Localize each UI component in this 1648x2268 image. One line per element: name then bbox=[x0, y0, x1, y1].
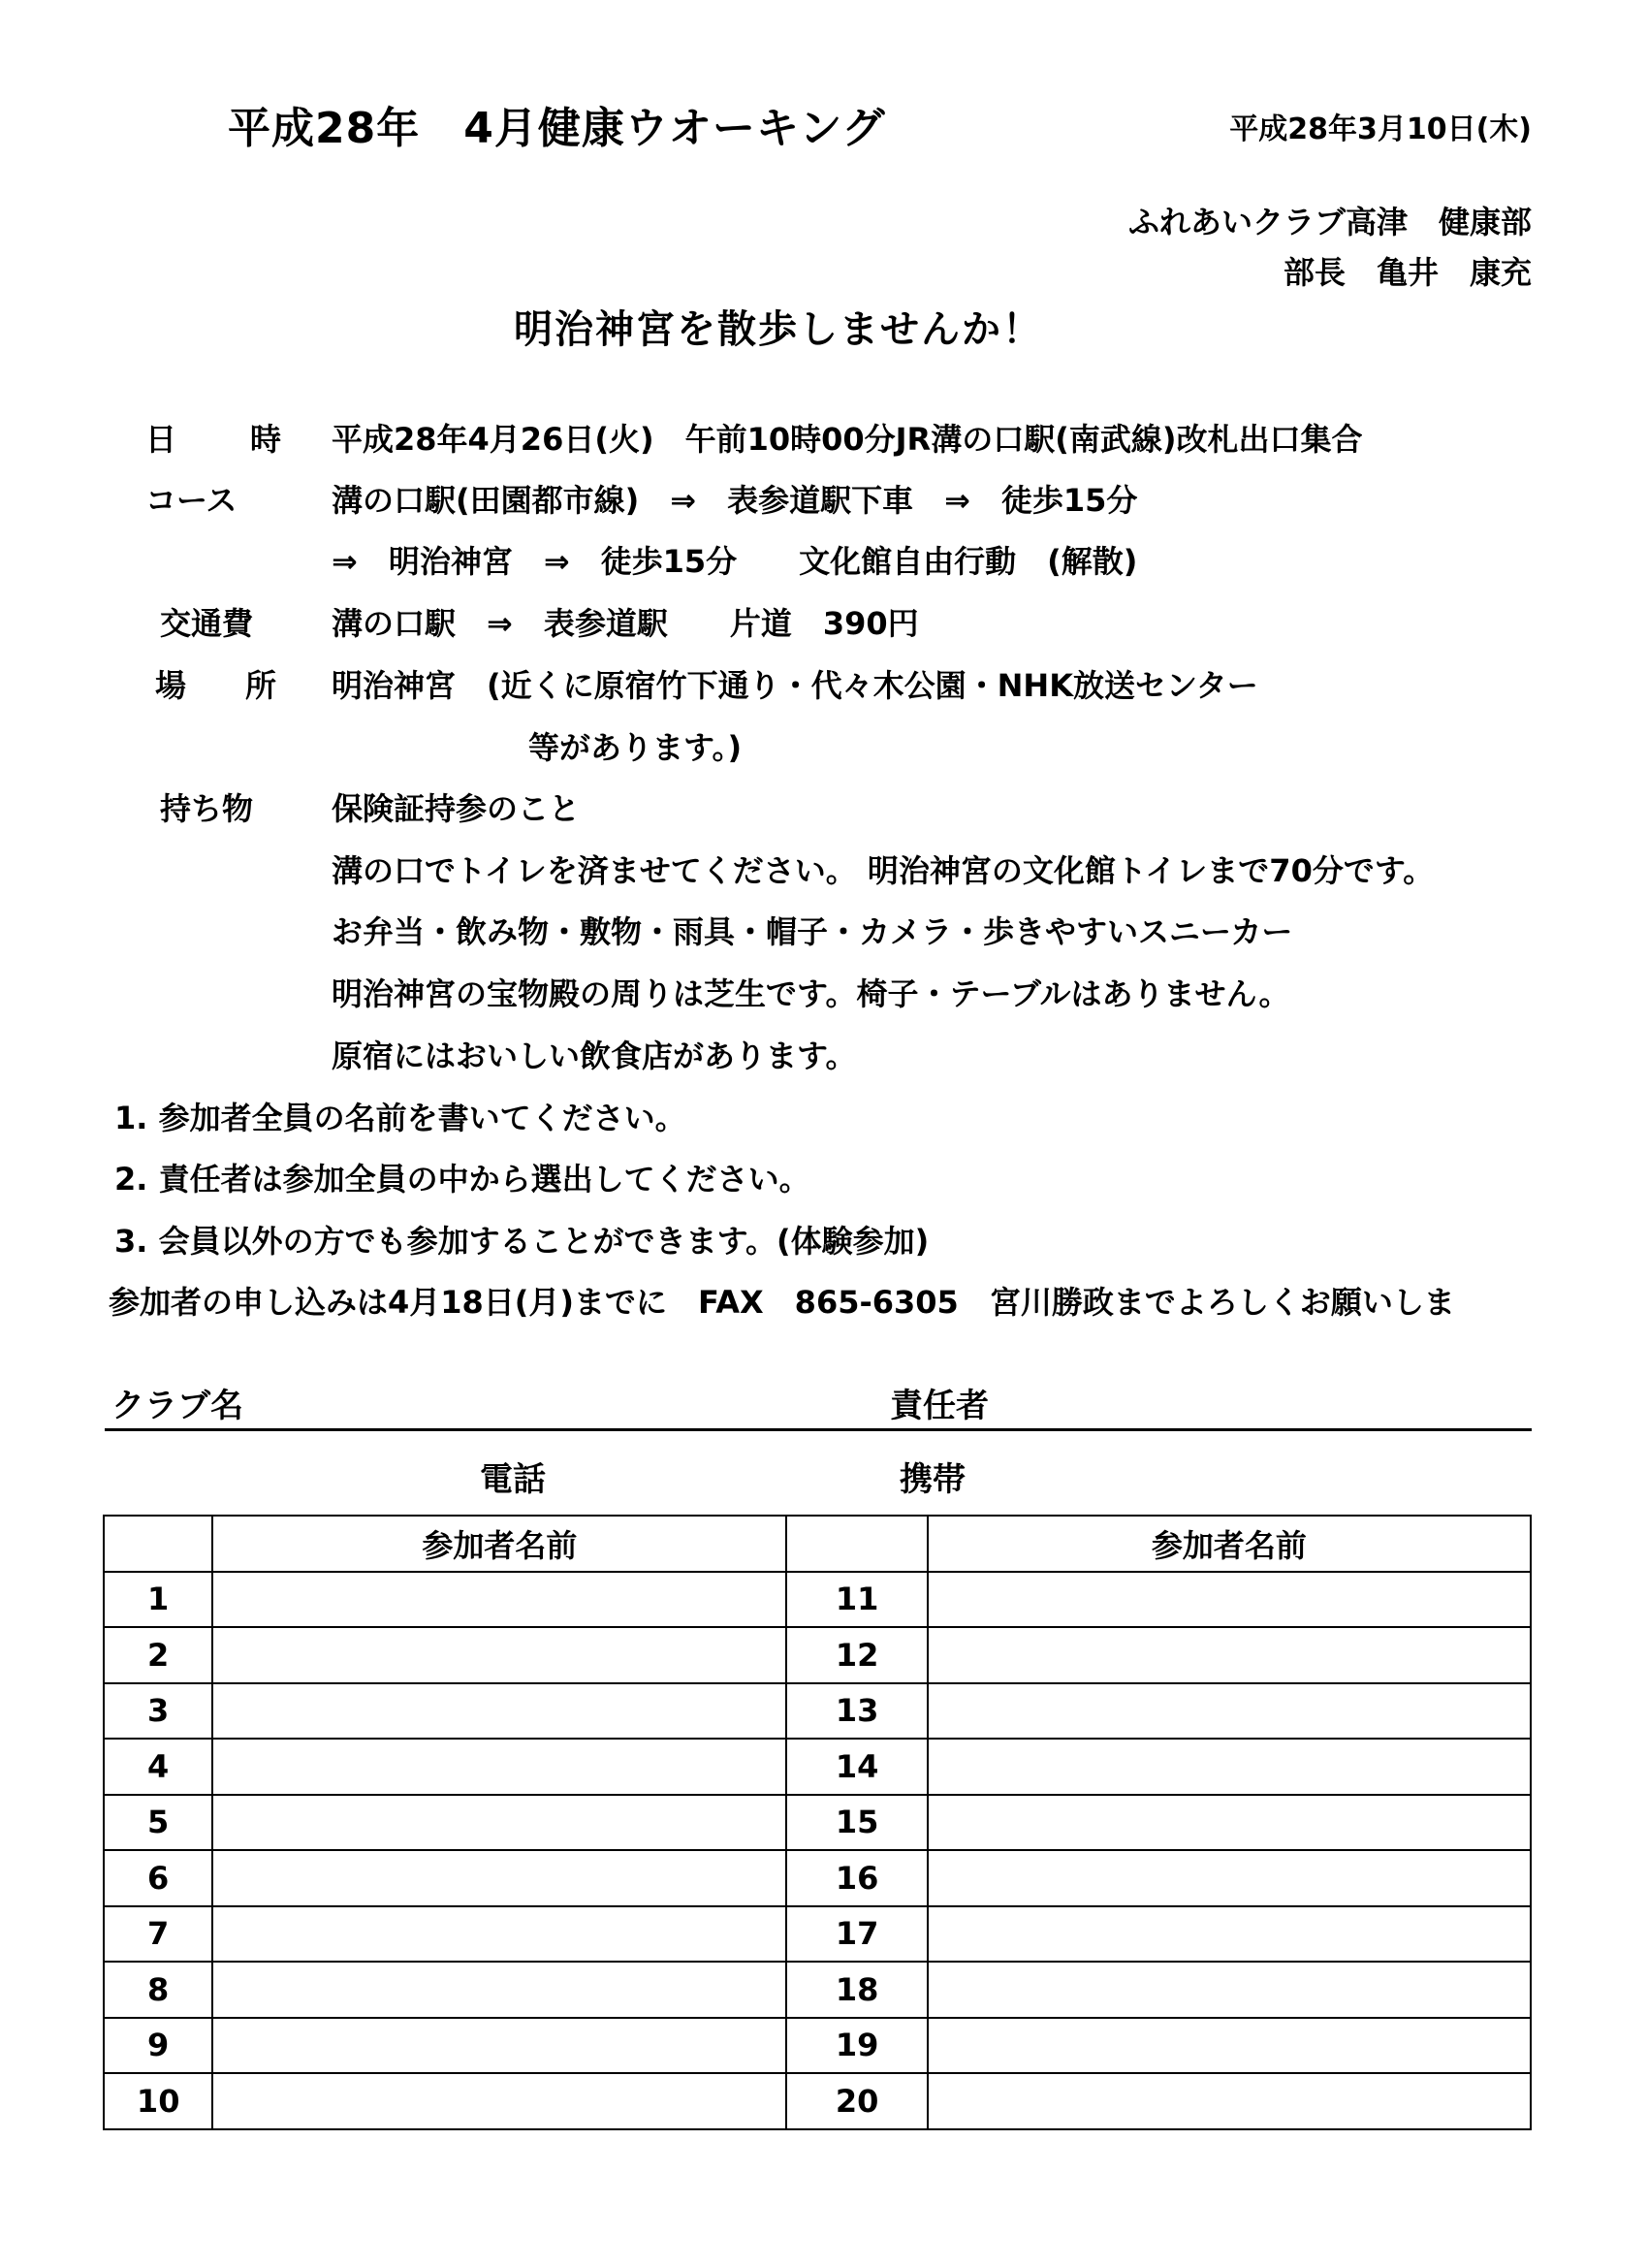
label-course: コース bbox=[145, 482, 238, 519]
participant-name-cell-right[interactable] bbox=[928, 1683, 1531, 1740]
header-number-left bbox=[104, 1516, 212, 1572]
header-name-left: 参加者名前 bbox=[212, 1516, 786, 1572]
row-number-left: 10 bbox=[104, 2073, 212, 2129]
detail-belongings-line5: 原宿にはおいしい飲食店があります。 bbox=[332, 1038, 857, 1074]
row-number-left: 7 bbox=[104, 1906, 212, 1963]
mobile-label: 携帯 bbox=[900, 1460, 966, 1499]
participant-name-cell-left[interactable] bbox=[212, 1683, 786, 1740]
detail-belongings-line4: 明治神宮の宝物殿の周りは芝生です。椅子・テーブルはありません。 bbox=[332, 975, 1290, 1012]
participant-name-cell-left[interactable] bbox=[212, 1906, 786, 1963]
row-number-right: 16 bbox=[786, 1850, 927, 1906]
table-row bbox=[104, 1572, 1531, 1628]
row-number-right: 11 bbox=[786, 1572, 927, 1628]
label-place: 場 所 bbox=[155, 667, 276, 704]
row-number-right: 15 bbox=[786, 1795, 927, 1851]
table-row bbox=[104, 1795, 1531, 1851]
club-name-label: クラブ名 bbox=[111, 1387, 243, 1425]
participant-name-cell-right[interactable] bbox=[928, 1572, 1531, 1628]
note-2: 2. 責任者は参加全員の中から選出してください。 bbox=[114, 1161, 810, 1198]
detail-place-line2: 等があります。) bbox=[528, 729, 743, 766]
organizer-block bbox=[1128, 197, 1532, 298]
header-number-right bbox=[786, 1516, 927, 1572]
leader-label: 責任者 bbox=[890, 1387, 989, 1425]
participant-name-cell-right[interactable] bbox=[928, 1962, 1531, 2018]
table-row bbox=[104, 2073, 1531, 2129]
row-number-right: 18 bbox=[786, 1962, 927, 2018]
row-number-left: 9 bbox=[104, 2018, 212, 2074]
roster-table bbox=[103, 1515, 1532, 2130]
participant-name-cell-left[interactable] bbox=[212, 1850, 786, 1906]
detail-datetime: 平成28年4月26日(火) 午前10時00分JR溝の口駅(南武線)改札出口集合 bbox=[332, 421, 1363, 458]
headline: 明治神宮を散歩しませんか！ bbox=[514, 307, 1043, 352]
table-row bbox=[104, 2018, 1531, 2074]
detail-belongings-line3: お弁当・飲み物・敷物・雨具・帽子・カメラ・歩きやすいスニーカー bbox=[332, 913, 1293, 950]
phone-label: 電話 bbox=[480, 1460, 546, 1499]
row-number-right: 17 bbox=[786, 1906, 927, 1963]
row-number-left: 2 bbox=[104, 1627, 212, 1683]
row-number-right: 13 bbox=[786, 1683, 927, 1740]
row-number-left: 4 bbox=[104, 1739, 212, 1795]
detail-course-line2: ⇒ 明治神宮 ⇒ 徒歩15分 文化館自由行動 (解散) bbox=[332, 543, 1138, 580]
participant-name-cell-left[interactable] bbox=[212, 1739, 786, 1795]
row-number-left: 1 bbox=[104, 1572, 212, 1628]
row-number-left: 6 bbox=[104, 1850, 212, 1906]
row-number-left: 8 bbox=[104, 1962, 212, 2018]
participant-name-cell-right[interactable] bbox=[928, 2018, 1531, 2074]
label-fare: 交通費 bbox=[160, 605, 254, 642]
label-datetime: 日 時 bbox=[145, 421, 281, 458]
table-row bbox=[104, 1906, 1531, 1963]
participant-name-cell-left[interactable] bbox=[212, 1962, 786, 2018]
participant-name-cell-left[interactable] bbox=[212, 1627, 786, 1683]
issue-date: 平成28年3月10日(木) bbox=[1229, 112, 1532, 146]
detail-belongings-line2: 溝の口でトイレを済ませてください。 明治神宮の文化館トイレまで70分です。 bbox=[332, 852, 1435, 889]
note-3: 3. 会員以外の方でも参加することができます。(体験参加) bbox=[114, 1223, 930, 1260]
detail-place-line1: 明治神宮 (近くに原宿竹下通り・代々木公園・NHK放送センター bbox=[332, 667, 1258, 704]
row-number-left: 3 bbox=[104, 1683, 212, 1740]
form-underline bbox=[105, 1428, 1532, 1431]
participant-name-cell-right[interactable] bbox=[928, 1850, 1531, 1906]
detail-belongings-line1: 保険証持参のこと bbox=[332, 790, 581, 827]
row-number-right: 19 bbox=[786, 2018, 927, 2074]
participant-name-cell-right[interactable] bbox=[928, 1627, 1531, 1683]
detail-course-line1: 溝の口駅(田園都市線) ⇒ 表参道駅下車 ⇒ 徒歩15分 bbox=[332, 482, 1138, 519]
label-belongings: 持ち物 bbox=[160, 790, 254, 827]
participant-name-cell-left[interactable] bbox=[212, 2073, 786, 2129]
detail-fare: 溝の口駅 ⇒ 表参道駅 片道 390円 bbox=[332, 605, 919, 642]
participant-name-cell-right[interactable] bbox=[928, 1906, 1531, 1963]
row-number-right: 12 bbox=[786, 1627, 927, 1683]
participant-name-cell-left[interactable] bbox=[212, 2018, 786, 2074]
row-number-right: 14 bbox=[786, 1739, 927, 1795]
participant-name-cell-right[interactable] bbox=[928, 1795, 1531, 1851]
table-row bbox=[104, 1739, 1531, 1795]
row-number-right: 20 bbox=[786, 2073, 927, 2129]
participant-name-cell-left[interactable] bbox=[212, 1572, 786, 1628]
note-1: 1. 参加者全員の名前を書いてください。 bbox=[114, 1100, 686, 1136]
table-row bbox=[104, 1962, 1531, 2018]
roster-header-row bbox=[104, 1516, 1531, 1572]
table-row bbox=[104, 1627, 1531, 1683]
organizer-name: ふれあいクラブ高津 健康部 bbox=[1127, 204, 1532, 240]
participant-name-cell-right[interactable] bbox=[928, 1739, 1531, 1795]
table-row bbox=[104, 1683, 1531, 1740]
document-title: 平成28年 4月健康ウオーキング bbox=[228, 104, 886, 153]
application-note: 参加者の申し込みは4月18日(月)までに FAX 865-6305 宮川勝政までよろしくお願いしま bbox=[109, 1284, 1455, 1321]
organizer-chief: 部長 亀井 康充 bbox=[1283, 254, 1532, 291]
participant-name-cell-right[interactable] bbox=[928, 2073, 1531, 2129]
row-number-left: 5 bbox=[104, 1795, 212, 1851]
participant-name-cell-left[interactable] bbox=[212, 1795, 786, 1851]
header-name-right: 参加者名前 bbox=[928, 1516, 1531, 1572]
table-row bbox=[104, 1850, 1531, 1906]
